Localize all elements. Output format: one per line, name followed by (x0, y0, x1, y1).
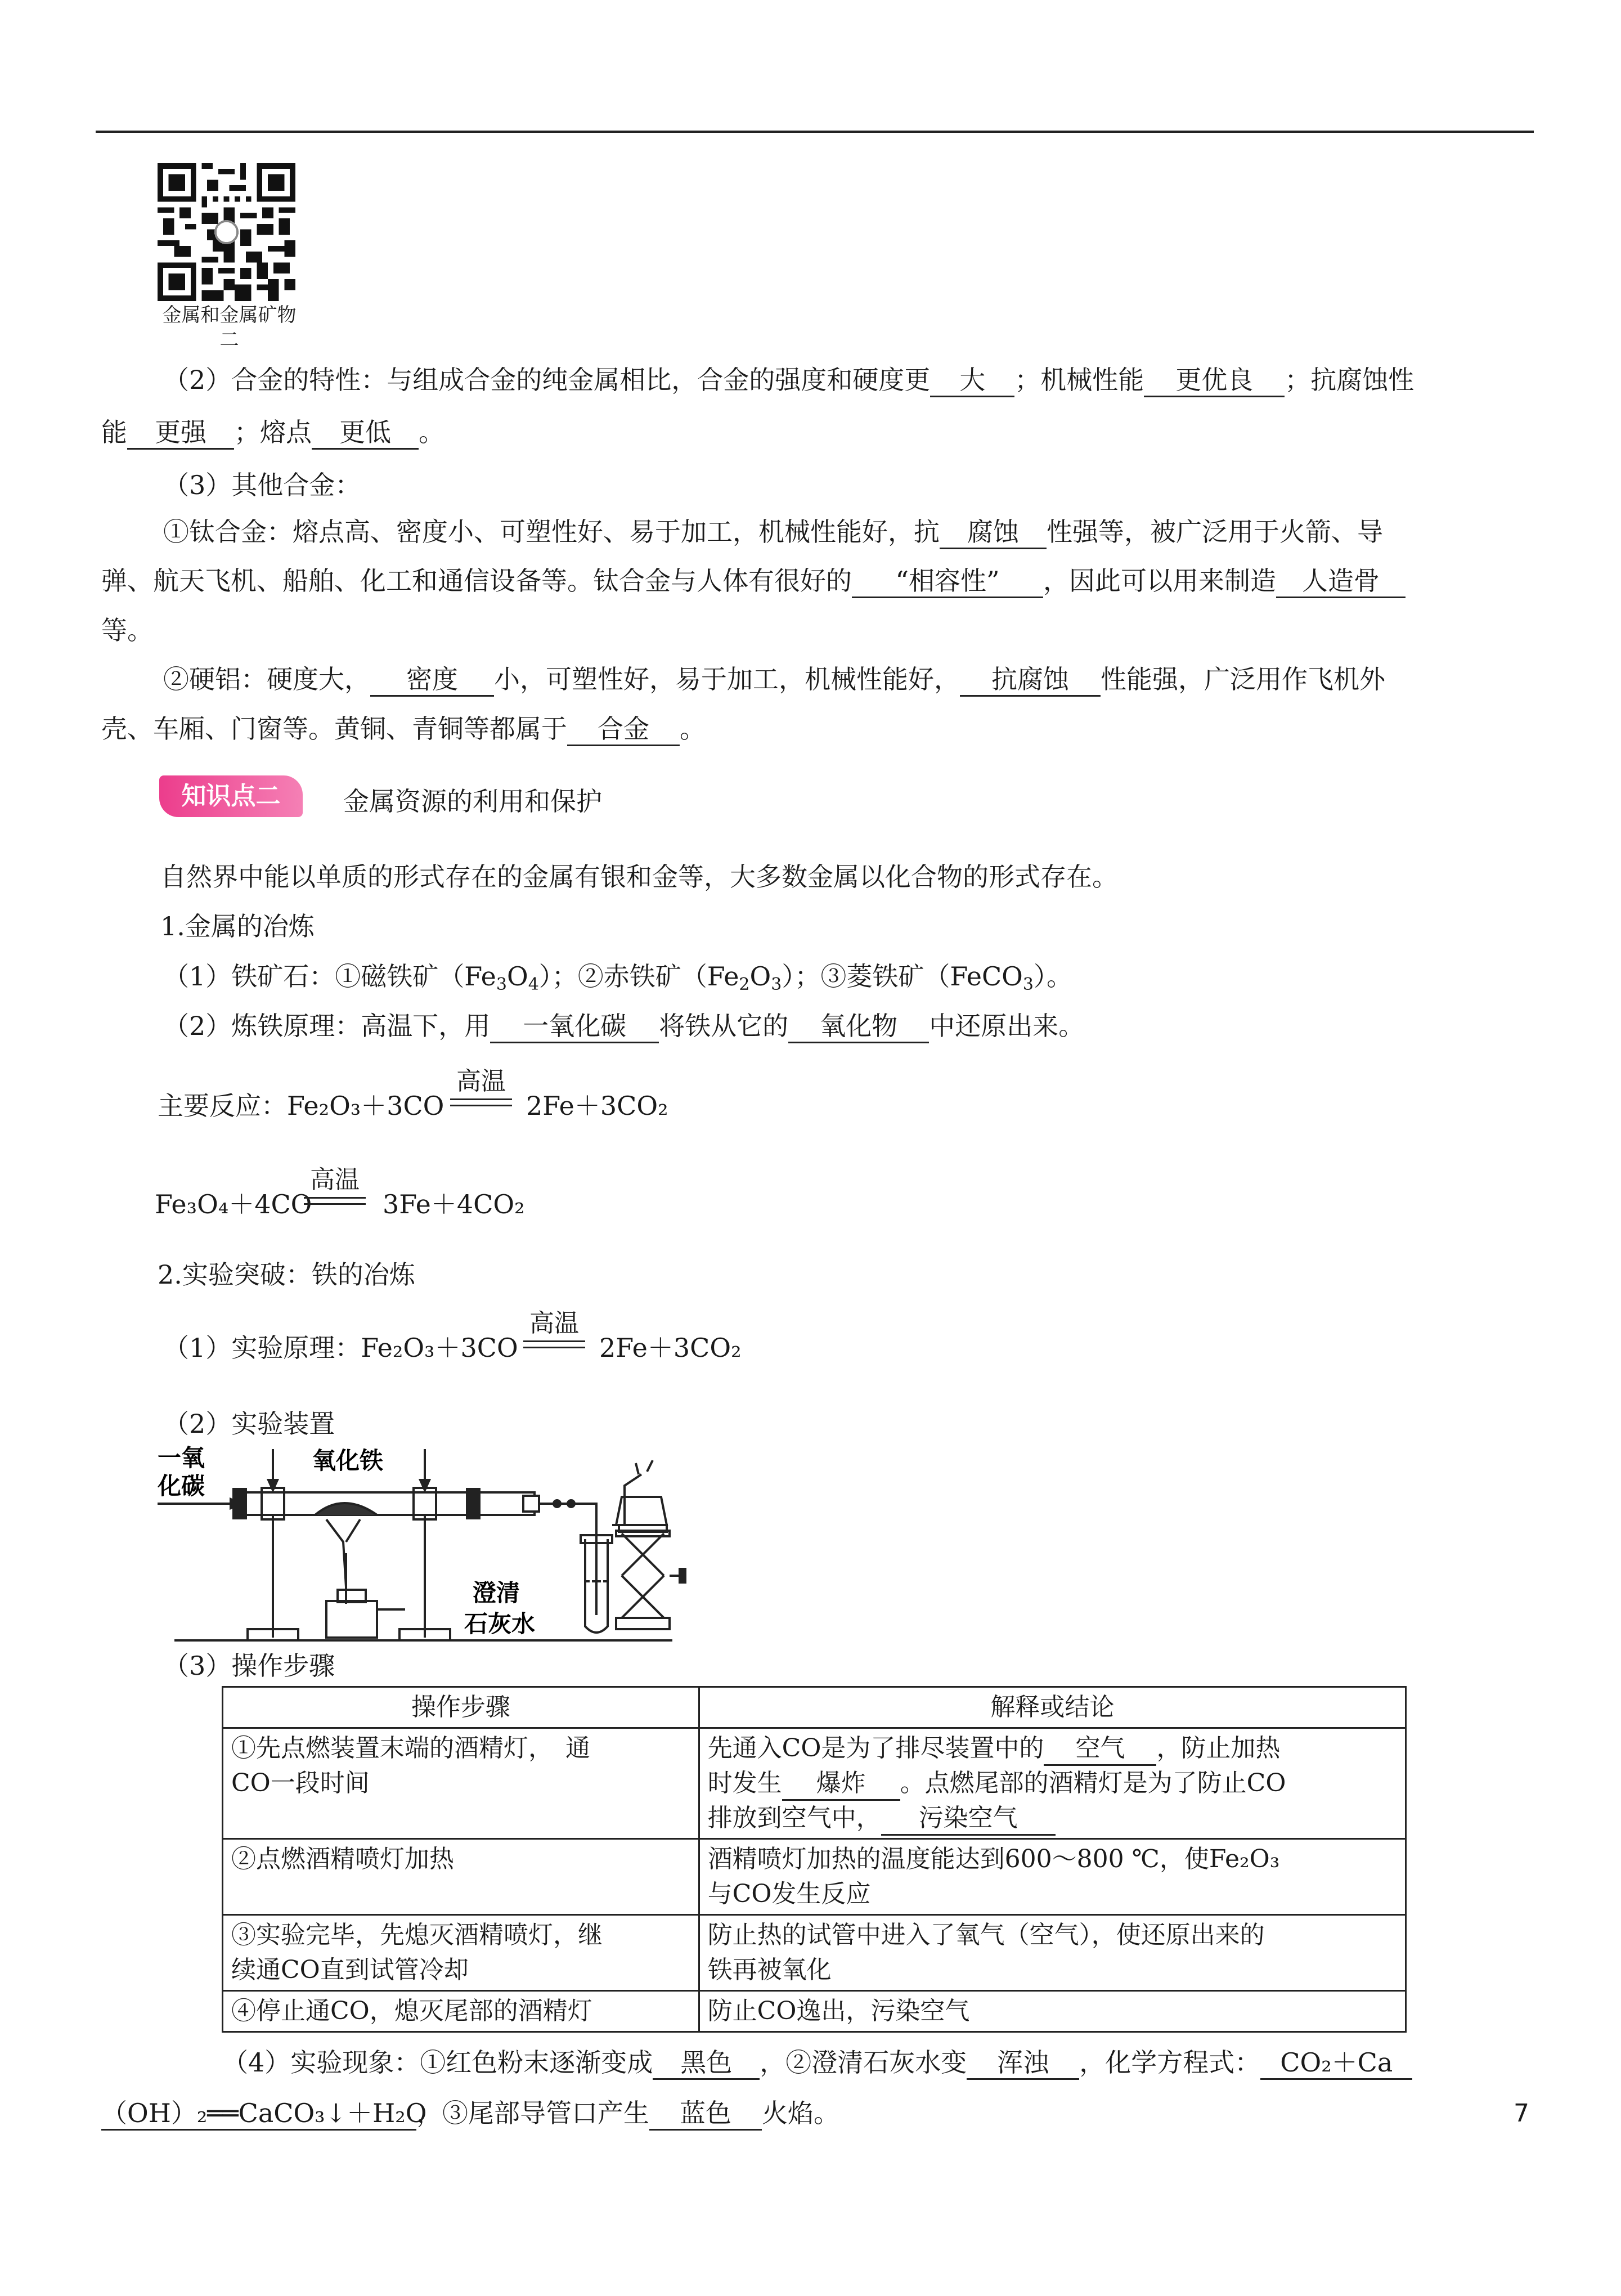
table-row (223, 1991, 1406, 2032)
equation-equals-sign (523, 1340, 585, 1348)
experiment-principle-right: 2Fe＋3CO₂ (599, 1333, 742, 1363)
top-rule (96, 131, 1534, 133)
blank-answer: “相容性” (852, 565, 1043, 598)
table-cell: ②点燃酒精喷灯加热 (223, 1839, 699, 1915)
intro-paragraph: 自然界中能以单质的形式存在的金属有银和金等，大多数金属以化合物的形式存在。 (160, 862, 1118, 892)
heading-experiment: 2.实验突破：铁的冶炼 (158, 1259, 415, 1290)
blank-answer: 空气 (1044, 1733, 1156, 1766)
blank-answer: 人造骨 (1276, 565, 1406, 598)
titanium-alloy-line3: 等。 (101, 615, 153, 645)
alloy-properties-line1: （2）合金的特性：与组成合金的纯金属相比，合金的强度和硬度更 大 ；机械性能 更优良 ；抗腐蚀性 (163, 363, 1414, 397)
table-header: 解释或结论 (699, 1687, 1406, 1728)
table-cell: ④停止通CO，熄灭尾部的酒精灯 (223, 1991, 699, 2032)
table-row (223, 1915, 1406, 1991)
blank-answer: 爆炸 (782, 1768, 900, 1801)
blank-answer: 更低 (312, 416, 419, 450)
table-cell: 酒精喷灯加热的温度能达到600～800 ℃，使Fe₂O₃ 与CO发生反应 (699, 1839, 1406, 1915)
table-cell: ①先点燃装置末端的酒精灯， 通 CO一段时间 (223, 1728, 699, 1839)
smelting-principle-line: （2）炼铁原理：高温下，用 一氧化碳 将铁从它的 氧化物 中还原出来。 (163, 1009, 1084, 1043)
label-co: 一氧 (158, 1444, 205, 1472)
main-reaction-eq1-right: 2Fe＋3CO₂ (526, 1091, 668, 1121)
blank-answer: 更强 (127, 416, 234, 450)
operation-steps-table (222, 1686, 1407, 2033)
titanium-alloy-line1: ①钛合金：熔点高、密度小、可塑性好、易于加工，机械性能好，抗 腐蚀 性强等，被广泛用于火箭、导 (163, 515, 1383, 549)
experiment-principle-left: （1）实验原理：Fe₂O₃＋3CO (163, 1333, 518, 1363)
table-cell: 防止热的试管中进入了氧气（空气），使还原出来的 铁再被氧化 (699, 1915, 1406, 1991)
equation-equals-sign (450, 1098, 512, 1106)
label-co: 化碳 (158, 1472, 205, 1500)
blank-answer: 抗腐蚀 (960, 663, 1101, 697)
iron-ores-line: （1）铁矿石：①磁铁矿$(Fe_3O_4)$；②赤铁矿$(Fe_2O_3)$；③菱铁矿（FeCO$_3$）。 (163, 961, 1072, 994)
table-cell: 先通入CO是为了排尽装置中的 空气 ，防止加热 时发生 爆炸 。点燃尾部的酒精灯是为了防止CO 排放到空气中， 污染空气 (699, 1728, 1406, 1839)
duralumin-line2: 壳、车厢、门窗等。黄铜、青铜等都属于 合金 。 (101, 712, 706, 746)
titanium-alloy-line2: 弹、航天飞机、船舶、化工和通信设备等。钛合金与人体有很好的 “相容性” ，因此可以用来制造 人造骨 (101, 564, 1406, 598)
section-title: 金属资源的利用和保护 (343, 786, 602, 817)
table-cell: 防止CO逸出，污染空气 (699, 1991, 1406, 2032)
heading-smelting: 1.金属的冶炼 (160, 911, 315, 941)
phenomena-line1: （4）实验现象：①红色粉末逐渐变成 黑色 ，②澄清石灰水变 浑浊 ，化学方程式： CO₂＋Ca (222, 2046, 1412, 2080)
blank-answer: 蓝色 (649, 2097, 762, 2131)
page-number: 7 (1514, 2099, 1529, 2128)
table-header-row (223, 1687, 1406, 1728)
table-row (223, 1839, 1406, 1915)
qr-caption: 金属和金属矿物二 (162, 304, 297, 351)
blank-answer: CO₂＋Ca (1260, 2047, 1412, 2080)
equation-equals-sign (304, 1197, 366, 1205)
table-row (223, 1728, 1406, 1839)
phenomena-line2: （OH）₂══CaCO₃↓＋H₂O，③尾部导管口产生 蓝色 火焰。 (101, 2096, 839, 2131)
other-alloys-heading: （3）其他合金： (163, 470, 361, 500)
blank-answer: 密度 (370, 663, 494, 697)
section-badge: 知识点二 (159, 775, 303, 817)
apparatus-diagram (152, 1441, 686, 1649)
condition-high-temp: 高温 (456, 1067, 506, 1096)
blank-answer: 浑浊 (967, 2047, 1079, 2080)
label-iron-oxide: 氧化铁 (312, 1447, 384, 1474)
blank-answer: 大 (930, 364, 1014, 397)
apparatus-heading: （2）实验装置 (163, 1409, 335, 1439)
blank-answer: 腐蚀 (940, 516, 1047, 549)
label-lime-water: 石灰水 (464, 1610, 536, 1638)
main-reaction-eq1-left: 主要反应：Fe₂O₃＋3CO (158, 1091, 444, 1121)
blank-answer: （OH）₂══CaCO₃↓＋H₂O (101, 2097, 416, 2131)
blank-answer: 黑色 (653, 2047, 760, 2080)
condition-high-temp: 高温 (310, 1165, 360, 1194)
blank-answer: 污染空气 (881, 1802, 1056, 1836)
duralumin-line1: ②硬铝：硬度大， 密度 小，可塑性好，易于加工，机械性能好， 抗腐蚀 性能强，广泛用作飞机外 (163, 662, 1385, 697)
table-header: 操作步骤 (223, 1687, 699, 1728)
main-reaction-eq2-right: 3Fe＋4CO₂ (383, 1189, 525, 1219)
blank-answer: 氧化物 (788, 1010, 929, 1043)
qr-code-icon[interactable] (158, 163, 295, 301)
condition-high-temp: 高温 (529, 1309, 579, 1338)
label-lime-water: 澄清 (473, 1579, 520, 1607)
blank-answer: 一氧化碳 (490, 1010, 659, 1043)
blank-answer: 更优良 (1144, 364, 1285, 397)
table-cell: ③实验完毕，先熄灭酒精喷灯，继 续通CO直到试管冷却 (223, 1915, 699, 1991)
blank-answer: 合金 (567, 713, 680, 746)
main-reaction-eq2-left: Fe₃O₄＋4CO (155, 1189, 312, 1219)
alloy-properties-line2: 能 更强 ；熔点 更低 。 (101, 415, 444, 450)
steps-heading: （3）操作步骤 (163, 1651, 335, 1681)
